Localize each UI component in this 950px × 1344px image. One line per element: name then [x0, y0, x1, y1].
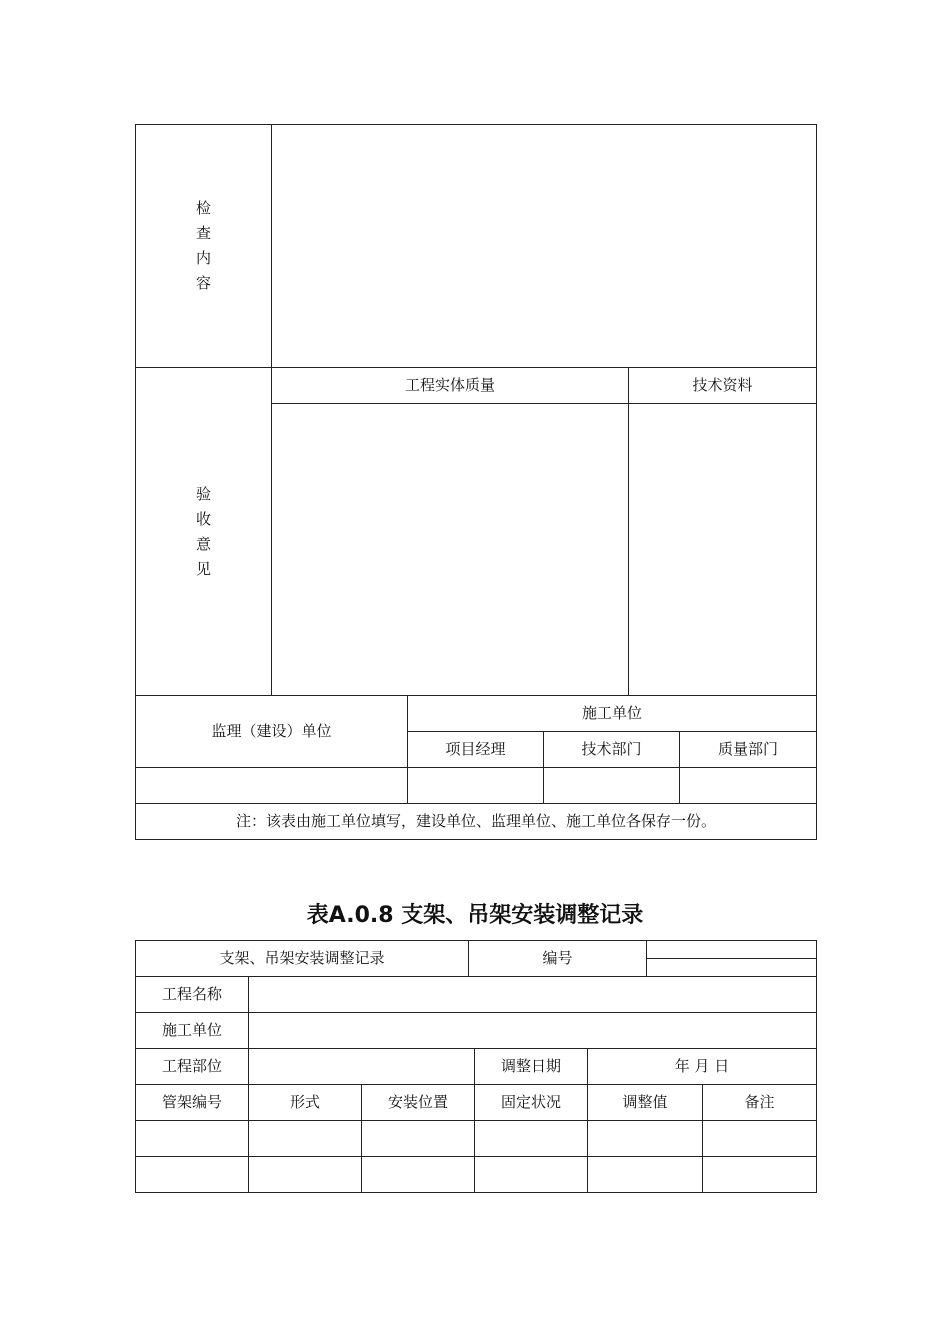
table-row	[136, 1157, 817, 1193]
project-manager-label: 项目经理	[408, 732, 544, 768]
project-part-field[interactable]	[249, 1049, 475, 1085]
header-install-position: 安装位置	[362, 1085, 475, 1121]
number-label: 编号	[469, 941, 647, 977]
number-field[interactable]	[647, 941, 817, 977]
form-title: 表A.0.8 支架、吊架安装调整记录	[306, 903, 644, 928]
acceptance-opinion-label: 验 收 意 见	[136, 368, 272, 696]
construction-unit-field[interactable]	[249, 1013, 817, 1049]
header-adjust-value: 调整值	[588, 1085, 703, 1121]
tech-dept-label: 技术部门	[544, 732, 680, 768]
adjust-date-label: 调整日期	[475, 1049, 588, 1085]
cell-fixing-status[interactable]	[475, 1121, 588, 1157]
table-row	[136, 1121, 817, 1157]
construction-unit-label-2: 施工单位	[136, 1013, 249, 1049]
support-adjustment-record-table	[135, 940, 817, 1193]
quality-header: 工程实体质量	[272, 368, 629, 404]
construction-unit-label: 施工单位	[408, 696, 817, 732]
quality-dept-signature-field[interactable]	[680, 768, 817, 804]
cell-remarks[interactable]	[703, 1157, 817, 1193]
inspect-content-field[interactable]	[272, 125, 817, 368]
project-manager-signature-field[interactable]	[408, 768, 544, 804]
supervision-unit-label: 监理（建设）单位	[136, 696, 408, 768]
inspect-content-label: 检 查 内 容	[136, 125, 272, 368]
cell-adjust-value[interactable]	[588, 1157, 703, 1193]
record-name: 支架、吊架安装调整记录	[136, 941, 469, 977]
cell-form[interactable]	[249, 1157, 362, 1193]
cell-adjust-value[interactable]	[588, 1121, 703, 1157]
cell-form[interactable]	[249, 1121, 362, 1157]
tech-dept-signature-field[interactable]	[544, 768, 680, 804]
cell-fixing-status[interactable]	[475, 1157, 588, 1193]
acceptance-form-table	[135, 124, 817, 840]
adjust-date-field[interactable]: 年 月 日	[588, 1049, 817, 1085]
tech-docs-opinion-field[interactable]	[629, 404, 817, 696]
supervision-signature-field[interactable]	[136, 768, 408, 804]
header-form: 形式	[249, 1085, 362, 1121]
header-fixing-status: 固定状况	[475, 1085, 588, 1121]
header-support-number: 管架编号	[136, 1085, 249, 1121]
cell-support-number[interactable]	[136, 1121, 249, 1157]
project-name-label: 工程名称	[136, 977, 249, 1013]
cell-support-number[interactable]	[136, 1157, 249, 1193]
cell-remarks[interactable]	[703, 1121, 817, 1157]
tech-docs-header: 技术资料	[629, 368, 817, 404]
cell-install-position[interactable]	[362, 1157, 475, 1193]
header-remarks: 备注	[703, 1085, 817, 1121]
quality-dept-label: 质量部门	[680, 732, 817, 768]
form-note: 注：该表由施工单位填写，建设单位、监理单位、施工单位各保存一份。	[136, 804, 817, 840]
project-name-field[interactable]	[249, 977, 817, 1013]
project-part-label: 工程部位	[136, 1049, 249, 1085]
quality-opinion-field[interactable]	[272, 404, 629, 696]
cell-install-position[interactable]	[362, 1121, 475, 1157]
